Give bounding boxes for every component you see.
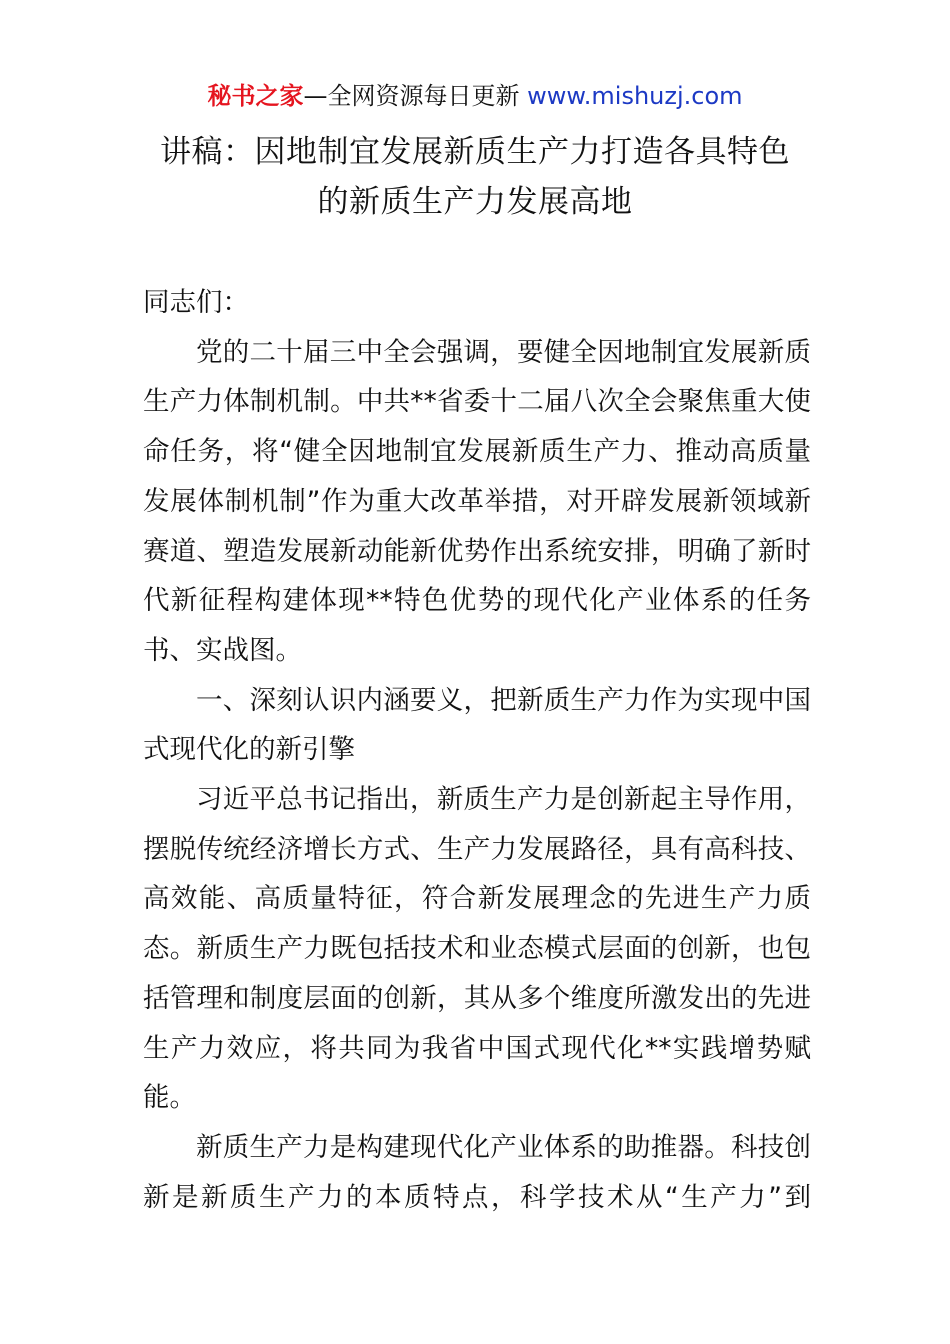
- paragraph-line: 代新征程构建体现**特色优势的现代化产业体系的任务: [143, 585, 811, 617]
- paragraph-line: 习近平总书记指出，新质生产力是创新起主导作用，: [196, 784, 811, 816]
- document-title: [140, 127, 810, 227]
- paragraph-3: [143, 1123, 811, 1222]
- paragraph-line: 能。: [143, 1082, 196, 1114]
- paragraph-line: 态。新质生产力既包括技术和业态模式层面的创新，也包: [143, 933, 811, 965]
- paragraph-line: 命任务，将“健全因地制宜发展新质生产力、推动高质量: [143, 436, 811, 468]
- heading-line: 一、深刻认识内涵要义，把新质生产力作为实现中国: [196, 684, 811, 716]
- site-url: www.mishuzj.com: [527, 82, 743, 110]
- paragraph-line: 生产力体制机制。中共**省委十二届八次全会聚焦重大使: [143, 386, 811, 418]
- paragraph-line: 新是新质生产力的本质特点，科学技术从“生产力”到: [143, 1181, 811, 1213]
- paragraph-line: 括管理和制度层面的创新，其从多个维度所激发出的先进: [143, 982, 811, 1014]
- site-header: [0, 80, 950, 112]
- salutation: [143, 278, 811, 328]
- paragraph-line: 摆脱传统经济增长方式、生产力发展路径，具有高科技、: [143, 833, 811, 865]
- paragraph-line: 高效能、高质量特征，符合新发展理念的先进生产力质: [143, 883, 811, 915]
- paragraph-line: 发展体制机制”作为重大改革举措，对开辟发展新领域新: [143, 485, 811, 517]
- title-line-2: 的新质生产力发展高地: [317, 184, 633, 220]
- paragraph-2: [143, 775, 811, 1123]
- salutation-text: 同志们：: [143, 287, 249, 318]
- paragraph-line: 书、实战图。: [143, 634, 302, 666]
- title-line-1: 讲稿：因地制宜发展新质生产力打造各具特色: [160, 134, 790, 170]
- section-heading-1: [143, 676, 811, 775]
- brand-name: 秘书之家: [207, 82, 304, 110]
- document-body: [143, 278, 811, 1222]
- paragraph-1: [143, 328, 811, 676]
- paragraph-line: 党的二十届三中全会强调，要健全因地制宜发展新质: [196, 336, 811, 368]
- heading-line: 式现代化的新引擎: [143, 734, 355, 766]
- paragraph-line: 生产力效应，将共同为我省中国式现代化**实践增势赋: [143, 1032, 811, 1064]
- paragraph-line: 赛道、塑造发展新动能新优势作出系统安排，明确了新时: [143, 535, 811, 567]
- paragraph-line: 新质生产力是构建现代化产业体系的助推器。科技创: [196, 1131, 811, 1163]
- header-tagline: —全网资源每日更新: [303, 82, 528, 110]
